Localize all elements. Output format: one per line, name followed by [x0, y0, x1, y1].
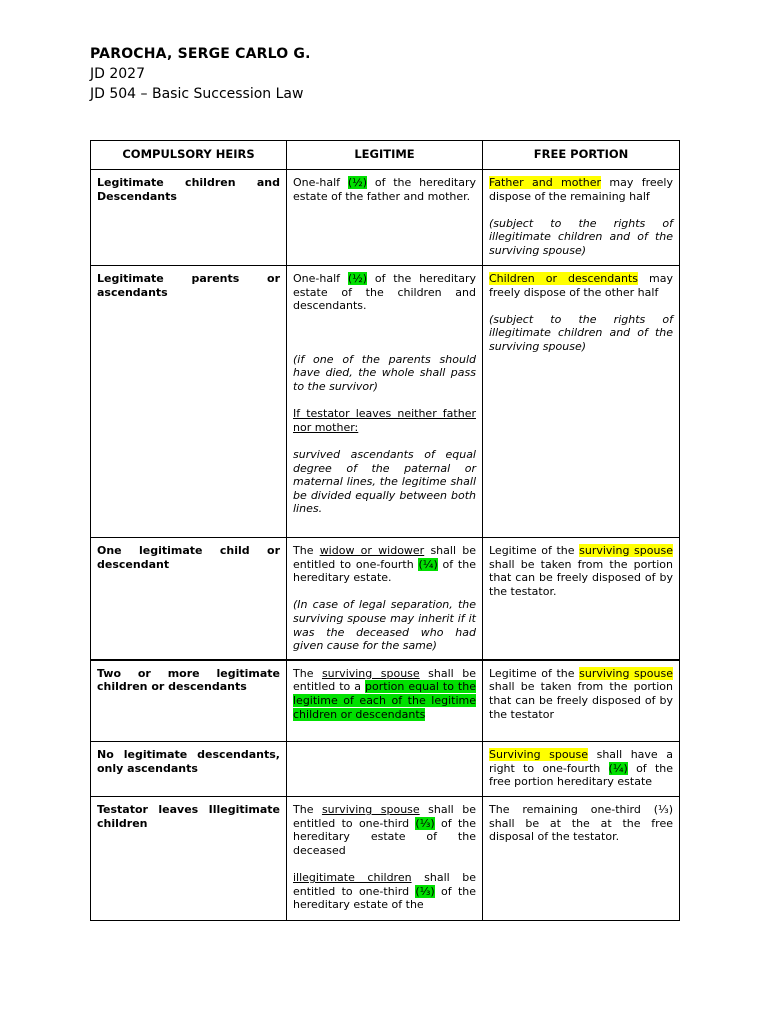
- legitime-cell: One-half (½) of the hereditary estate of the father and mother.: [287, 170, 483, 266]
- highlight: (½): [347, 272, 368, 285]
- legitime-cell: The surviving spouse shall be entitled to a portion equal to the legitime of each of the legitime children or descendants: [287, 660, 483, 742]
- highlight: (⅓): [415, 884, 435, 898]
- course-title: JD 504 – Basic Succession Law: [90, 86, 304, 102]
- table-row: [91, 538, 680, 660]
- header-free-portion: FREE PORTION: [483, 141, 680, 170]
- table-row: [91, 660, 680, 742]
- legitime-cell: One-half (½) of the hereditary estate of the children and descendants. (if one of the parents should have died, the whole shall pass to the survivor) If testator leaves neither father nor mother: survived ascendants of equal degree of the paternal or maternal lines, the legitime shall be divided equally between both lines.: [287, 266, 483, 538]
- header-compulsory-heirs: COMPULSORY HEIRS: [91, 141, 287, 170]
- free-portion-cell: Legitime of the surviving spouse shall be taken from the portion that can be freely disposed of by the testator: [483, 660, 680, 742]
- highlight: (⅓): [415, 816, 435, 830]
- free-portion-cell: Children or descendants may freely dispose of the other half (subject to the rights of illegitimate children and of the surviving spouse): [483, 266, 680, 538]
- free-portion-cell: Surviving spouse shall have a right to one-fourth (¼) of the free portion hereditary estate: [483, 742, 680, 797]
- document-header: [90, 45, 311, 104]
- student-year: JD 2027: [90, 66, 145, 82]
- heir-cell: Testator leaves Illegitimate children: [91, 797, 287, 921]
- heir-cell: Legitimate parents or ascendants: [91, 266, 287, 538]
- highlight: (¼): [418, 557, 438, 571]
- highlight: Children or descendants: [489, 272, 639, 285]
- heir-cell: Two or more legitimate children or descendants: [91, 660, 287, 742]
- highlight: surviving spouse: [579, 666, 673, 680]
- student-name: PAROCHA, SERGE CARLO G.: [90, 46, 311, 62]
- legitime-cell: The widow or widower shall be entitled to one-fourth (¼) of the hereditary estate. (In case of legal separation, the surviving spouse may inherit if it was the deceased who had given cause for the same): [287, 538, 483, 660]
- succession-table: [90, 140, 680, 921]
- table-row: [91, 170, 680, 266]
- highlight: Surviving spouse: [489, 748, 589, 762]
- free-portion-cell: Father and mother may freely dispose of the remaining half (subject to the rights of illegitimate children and of the surviving spouse): [483, 170, 680, 266]
- header-legitime: LEGITIME: [287, 141, 483, 170]
- highlight: portion equal to the legitime of each of the legitime children or descendants: [293, 680, 476, 721]
- table-row: [91, 742, 680, 797]
- heir-cell: No legitimate descendants, only ascendants: [91, 742, 287, 797]
- table-header-row: [91, 141, 680, 170]
- free-portion-cell: Legitime of the surviving spouse shall be taken from the portion that can be freely disposed of by the testator.: [483, 538, 680, 660]
- heir-cell: Legitimate children and Descendants: [91, 170, 287, 266]
- highlight: Father and mother: [489, 176, 602, 189]
- highlight: (¼): [608, 761, 628, 775]
- legitime-cell: [287, 742, 483, 797]
- free-portion-cell: The remaining one-third (⅓) shall be at the at the free disposal of the testator.: [483, 797, 680, 921]
- table-row: [91, 797, 680, 921]
- table-row: [91, 266, 680, 538]
- highlight: (½): [347, 176, 368, 189]
- legitime-cell: The surviving spouse shall be entitled to one-third (⅓) of the hereditary estate of the deceased illegitimate children shall be entitled to one-third (⅓) of the hereditary estate of the: [287, 797, 483, 921]
- heir-cell: One legitimate child or descendant: [91, 538, 287, 660]
- highlight: surviving spouse: [579, 544, 673, 557]
